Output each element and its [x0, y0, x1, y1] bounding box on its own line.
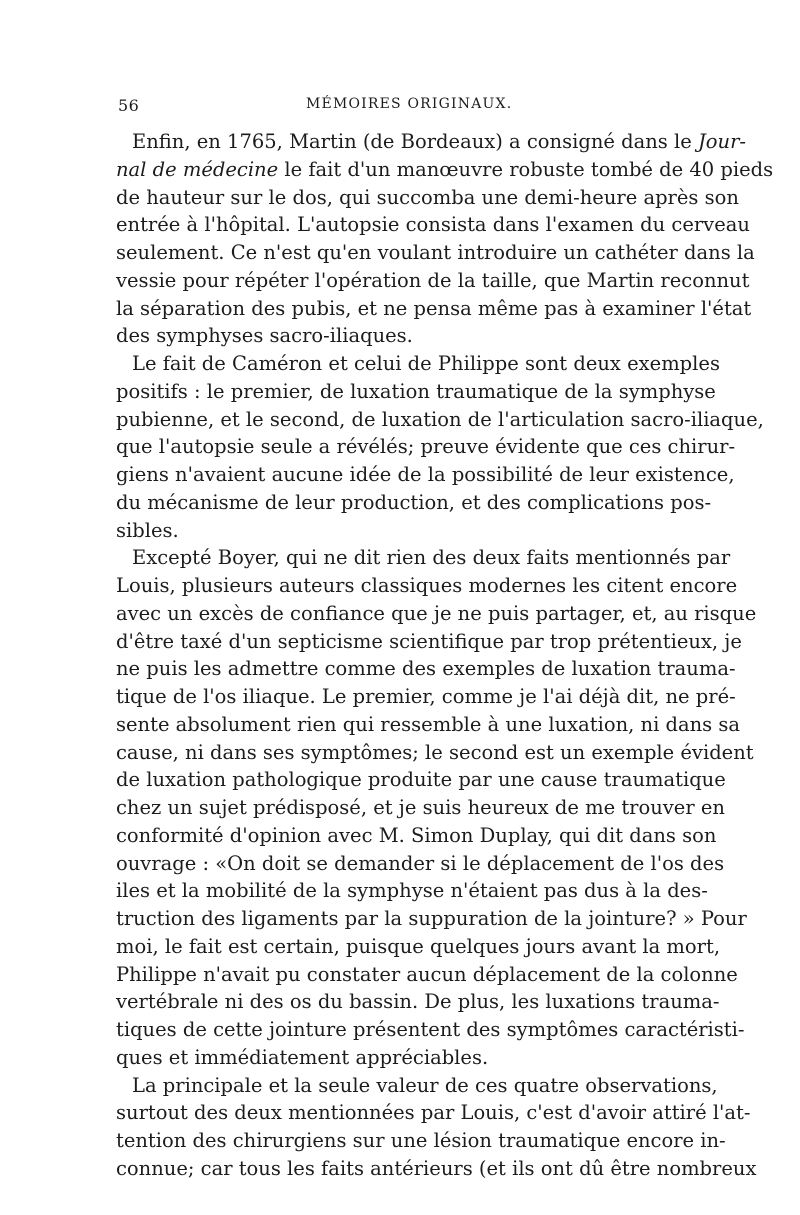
text-segment: La principale et la seule valeur de ces quatre observations, — [132, 1073, 718, 1097]
text-segment: entrée à l'hôpital. L'autopsie consista dans l'examen du cerveau — [116, 213, 750, 237]
text-line — [116, 1072, 718, 1100]
text-line — [116, 711, 741, 739]
text-line — [116, 267, 750, 295]
paragraph — [116, 350, 764, 544]
text-line — [116, 378, 716, 406]
text-segment: ques et immédiatement appréciables. — [116, 1045, 489, 1069]
text-segment: connue; car tous les faits antérieurs (et ils ont dû être nombreux — [116, 1156, 757, 1180]
text-line — [116, 322, 688, 350]
paragraph — [116, 128, 774, 350]
text-segment: ouvrage : «On doit se demander si le déplacement de l'os des — [116, 851, 725, 875]
text-line — [116, 406, 764, 434]
text-segment: tique de l'os iliaque. Le premier, comme je l'ai déjà dit, ne pré- — [116, 685, 736, 708]
text-segment: du mécanisme de leur production, et des complications pos- — [116, 490, 712, 514]
text-segment: vessie pour répéter l'opération de la taille, que Martin reconnut — [116, 268, 750, 292]
text-segment: chez un sujet prédisposé, et je suis heureux de me trouver en — [116, 796, 725, 819]
text-segment: moi, le fait est certain, puisque quelques jours avant la mort, — [116, 934, 721, 958]
text-line — [116, 433, 736, 461]
text-line — [116, 1127, 726, 1155]
text-segment: sente absolument rien qui ressemble à une luxation, ni dans sa — [116, 712, 741, 736]
text-line — [116, 239, 755, 267]
text-segment: des symphyses sacro-iliaques. — [116, 324, 413, 348]
text-line — [116, 628, 742, 656]
text-segment: de hauteur sur le dos, qui succomba une demi-heure après son — [116, 185, 739, 209]
text-line — [116, 822, 717, 850]
text-segment: avec un excès de confiance que je ne puis partager, et, au risque — [116, 601, 757, 625]
text-segment: tention des chirurgiens sur une lésion traumatique encore in- — [116, 1129, 726, 1152]
text-segment: surtout des deux mentionnées par Louis, c'est d'avoir attiré l'at- — [116, 1101, 751, 1125]
text-line — [116, 683, 736, 711]
text-segment: giens n'avaient aucune idée de la possibilité de leur existence, — [116, 463, 735, 486]
text-line — [116, 461, 735, 489]
text-line — [116, 489, 712, 517]
text-line — [116, 517, 688, 545]
text-line — [116, 1155, 757, 1183]
text-line — [116, 850, 725, 878]
text-line — [116, 211, 750, 239]
running-header — [118, 96, 684, 122]
text-segment: conformité d'opinion avec M. Simon Duplay, qui dit dans son — [116, 823, 717, 847]
text-segment: ne puis les admettre comme des exemples de luxation trauma- — [116, 657, 736, 681]
text-line — [116, 184, 739, 212]
text-segment: Le fait de Caméron et celui de Philippe sont deux exemples — [132, 352, 720, 375]
text-segment: positifs : le premier, de luxation traumatique de la symphyse — [116, 379, 716, 403]
text-line — [116, 1016, 745, 1044]
paragraph — [116, 544, 757, 1071]
paragraph — [116, 1072, 757, 1183]
text-line — [116, 1044, 688, 1072]
text-segment: Enfin, en 1765, Martin (de Bordeaux) a consigné dans le — [132, 130, 698, 153]
text-line — [116, 544, 731, 572]
text-line — [116, 794, 725, 822]
text-line — [116, 1099, 751, 1127]
text-segment: vertébrale ni des os du bassin. De plus, les luxations trauma- — [116, 990, 720, 1014]
text-line — [116, 156, 774, 184]
text-line — [116, 961, 738, 989]
text-segment: Louis, plusieurs auteurs classiques modernes les citent encore — [116, 574, 738, 597]
text-segment: d'être taxé d'un septicisme scientifique par trop prétentieux, je — [116, 629, 742, 653]
text-segment: iles et la mobilité de la symphyse n'étaient pas dus à la des- — [116, 879, 708, 903]
text-line — [116, 295, 752, 323]
text-line — [116, 739, 754, 767]
text-segment: cause, ni dans ses symptômes; le second est un exemple évident — [116, 740, 754, 764]
text-line — [116, 128, 746, 156]
text-segment: que l'autopsie seule a révélés; preuve évidente que ces chirur- — [116, 435, 736, 459]
text-line — [116, 655, 736, 683]
text-line — [116, 766, 726, 794]
text-segment: la séparation des pubis, et ne pensa même pas à examiner l'état — [116, 296, 752, 320]
text-line — [116, 600, 757, 628]
text-line — [116, 988, 720, 1016]
text-line — [116, 572, 738, 600]
text-segment: pubienne, et le second, de luxation de l'articulation sacro-iliaque, — [116, 407, 764, 431]
text-segment: Excepté Boyer, qui ne dit rien des deux faits mentionnés par — [132, 546, 731, 570]
italic-text: Jour- — [697, 130, 746, 153]
text-segment: sibles. — [116, 518, 179, 542]
italic-text: nal de médecine — [116, 157, 279, 181]
text-segment: de luxation pathologique produite par une cause traumatique — [116, 768, 726, 792]
text-segment: Philippe n'avait pu constater aucun déplacement de la colonne — [116, 962, 738, 986]
running-title: MÉMOIRES ORIGINAUX. — [306, 96, 513, 112]
text-line — [116, 905, 747, 933]
text-segment: tiques de cette jointure présentent des symptômes caractéristi- — [116, 1018, 745, 1041]
text-line — [116, 350, 720, 378]
text-segment: seulement. Ce n'est qu'en voulant introduire un cathéter dans la — [116, 241, 755, 264]
text-segment: le fait d'un manœuvre robuste tombé de 40 pieds — [278, 157, 774, 181]
page-number: 56 — [118, 96, 140, 115]
body-text — [116, 128, 774, 1183]
text-line — [116, 933, 721, 961]
text-line — [116, 877, 708, 905]
text-segment: truction des ligaments par la suppuration de la jointure? » Pour — [116, 907, 747, 930]
